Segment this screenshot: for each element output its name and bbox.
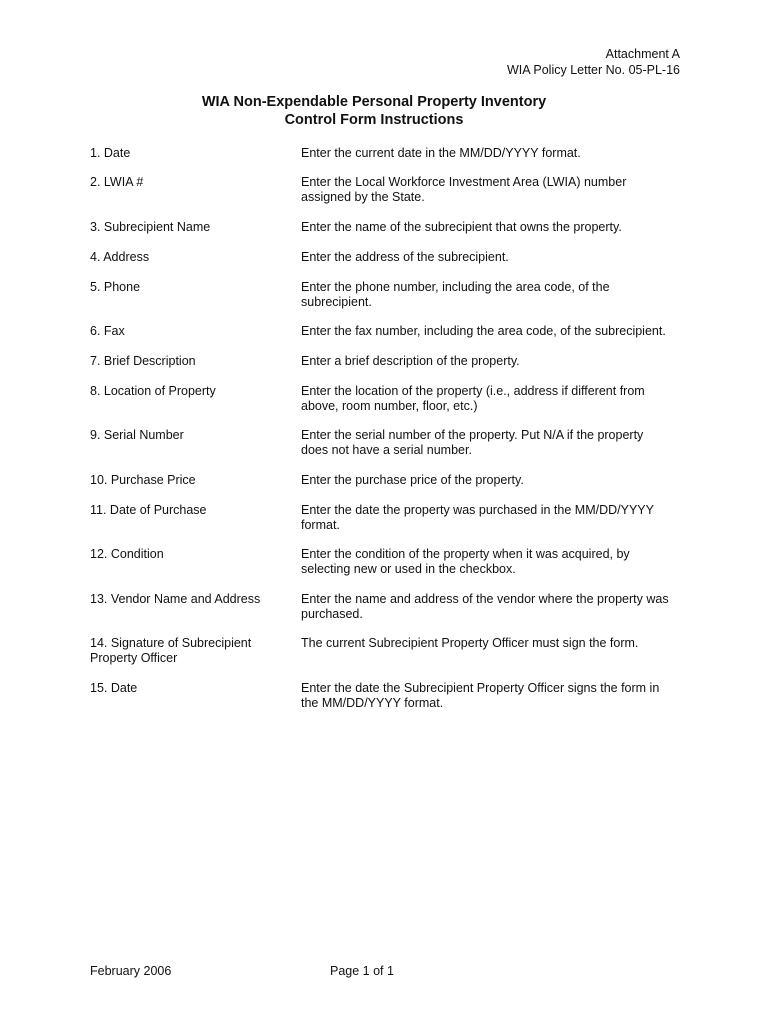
instruction-description: Enter the serial number of the property. Put N/A if the property does not have a serial number. [301, 428, 644, 457]
instruction-description: Enter the location of the property (i.e., address if different from above, room number, floor, etc.) [301, 384, 645, 413]
policy-letter-number: WIA Policy Letter No. 05-PL-16 [507, 63, 680, 77]
instruction-description: Enter the name and address of the vendor where the property was purchased. [301, 592, 669, 621]
instruction-description: Enter the date the Subrecipient Property Officer signs the form in the MM/DD/YYYY format. [301, 681, 660, 710]
title-line-2: Control Form Instructions [284, 112, 464, 128]
instruction-label: 13. Vendor Name and Address [90, 592, 261, 606]
instruction-label: 10. Purchase Price [90, 473, 196, 487]
instruction-description: Enter the address of the subrecipient. [301, 250, 509, 264]
instruction-label: 8. Location of Property [90, 384, 216, 398]
instruction-description: Enter a brief description of the property. [301, 354, 520, 368]
footer-date: February 2006 [90, 964, 172, 978]
attachment-label: Attachment A [605, 47, 680, 61]
instruction-description: The current Subrecipient Property Officer must sign the form. [301, 636, 639, 650]
instruction-description: Enter the name of the subrecipient that owns the property. [301, 220, 622, 234]
instruction-description: Enter the condition of the property when it was acquired, by selecting new or used in the checkbox. [301, 547, 630, 576]
instruction-label: 9. Serial Number [90, 428, 184, 442]
instruction-description: Enter the fax number, including the area code, of the subrecipient. [301, 324, 666, 338]
instruction-label: 12. Condition [90, 547, 164, 561]
instruction-label: 4. Address [90, 250, 150, 264]
instruction-label: 3. Subrecipient Name [90, 220, 211, 234]
instruction-description: Enter the current date in the MM/DD/YYYY format. [301, 146, 581, 160]
instruction-label: 11. Date of Purchase [90, 503, 207, 517]
attachment-header [507, 46, 680, 78]
instruction-description: Enter the Local Workforce Investment Area (LWIA) number assigned by the State. [301, 175, 627, 204]
footer-page-number: Page 1 of 1 [330, 964, 394, 978]
instruction-label: 5. Phone [90, 280, 141, 294]
instruction-description: Enter the date the property was purchased in the MM/DD/YYYY format. [301, 503, 654, 532]
instruction-label: 7. Brief Description [90, 354, 196, 368]
instruction-label: 6. Fax [90, 324, 125, 338]
instruction-label: 2. LWIA # [90, 175, 144, 189]
instruction-label: 14. Signature of Subrecipient Property Officer [90, 636, 252, 665]
title-line-1: WIA Non-Expendable Personal Property Inventory [201, 94, 547, 110]
instruction-description: Enter the purchase price of the property. [301, 473, 524, 487]
instruction-label: 1. Date [90, 146, 131, 160]
document-title [0, 93, 748, 129]
instruction-description: Enter the phone number, including the area code, of the subrecipient. [301, 280, 610, 309]
instruction-label: 15. Date [90, 681, 138, 695]
